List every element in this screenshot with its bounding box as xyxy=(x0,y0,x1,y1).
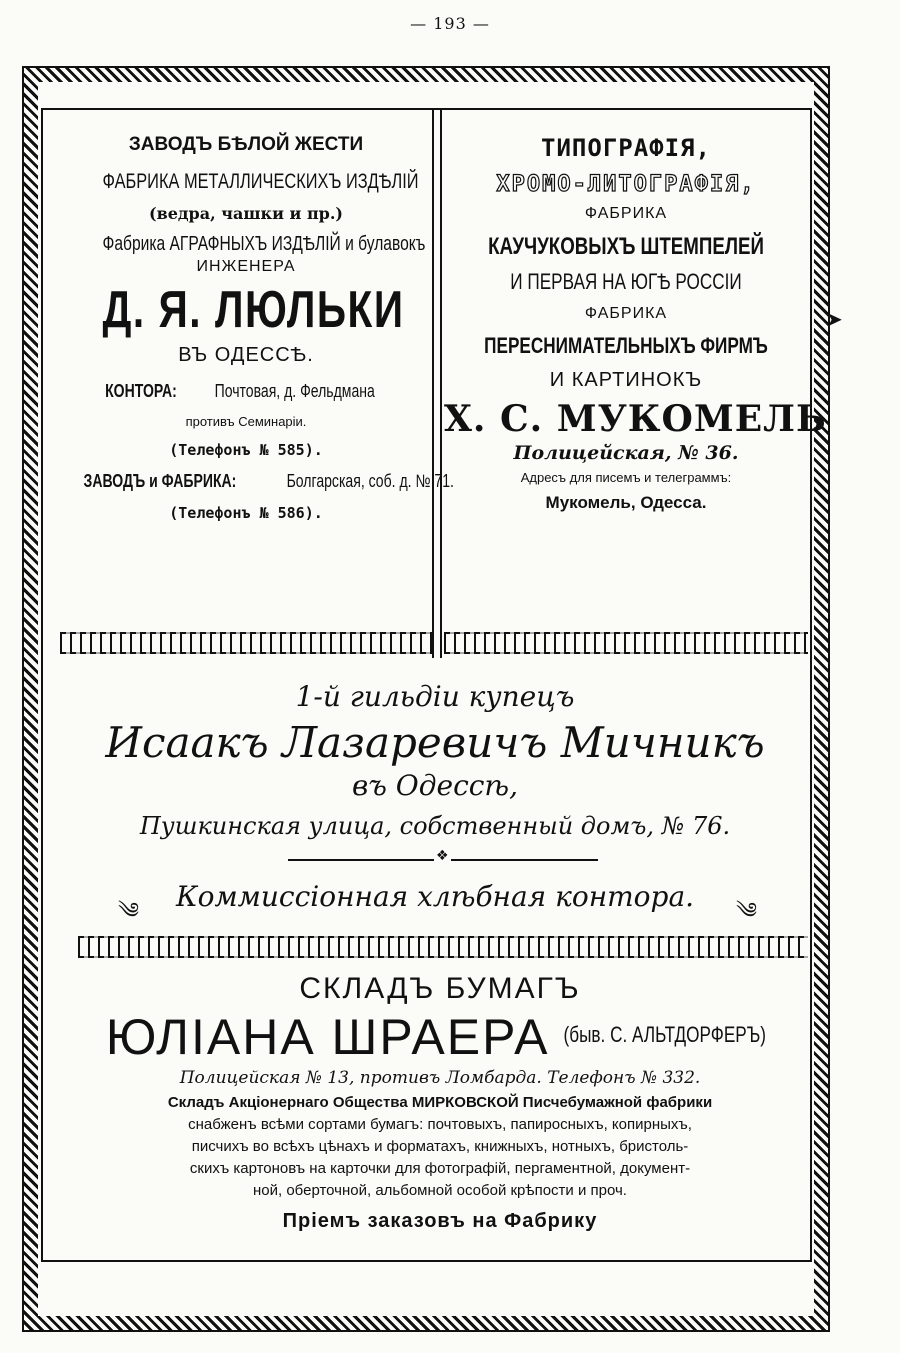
right-telegram: Мукомель, Одесса. xyxy=(545,493,707,512)
left-phone-1: (Телефонъ № 585). xyxy=(169,441,323,459)
left-office-label: КОНТОРА: xyxy=(104,381,177,401)
left-office-address: Почтовая, д. Фельдмана xyxy=(214,381,375,401)
bottom-title xyxy=(70,1008,810,1066)
side-ornament-icon: ➤ xyxy=(826,307,843,331)
bottom-text-5: ной, оберточной, альбомной особой крѣпости и проч. xyxy=(253,1182,627,1199)
middle-address: Пушкинская улица, собственный домъ, № 76. xyxy=(139,812,731,840)
middle-business: Коммиссіонная хлѣбная контора. xyxy=(175,880,695,913)
bottom-text-3: писчихъ во всѣхъ цѣнахъ и форматахъ, книжныхъ, нотныхъ, бристоль- xyxy=(191,1138,689,1155)
bottom-former-owner: (быв. С. АЛЬТДОРФЕРЪ) xyxy=(563,1022,766,1047)
right-line-7: ПЕРЕСНИМАТЕЛЬНЫХЪ ФИРМЪ xyxy=(484,333,768,358)
bottom-text-1: Складъ Акціонернаго Общества МИРКОВСКОЙ Писчебумажной фабрики xyxy=(167,1094,713,1111)
middle-city: въ Одессѣ, xyxy=(351,769,519,802)
column-divider xyxy=(432,110,442,658)
bottom-footer: Пріемъ заказовъ на Фабрику xyxy=(282,1210,598,1232)
left-city: ВЪ ОДЕССѢ. xyxy=(178,344,314,366)
page-number: — 193 — xyxy=(410,14,490,33)
middle-line-1: 1-й гильдіи купецъ xyxy=(295,680,575,713)
left-factory-address: Болгарская, соб. д. № 71. xyxy=(286,471,454,491)
flourish-right-icon: ༄ xyxy=(736,899,758,924)
right-line-3: ФАБРИКА xyxy=(584,205,668,222)
lace-divider-top-left xyxy=(60,632,432,654)
bottom-address: Полицейская № 13, противъ Ломбарда. Телефонъ № 332. xyxy=(179,1068,701,1088)
flourish-left-icon: ༄ xyxy=(118,899,140,924)
right-line-4: КАУЧУКОВЫХЪ ШТЕМПЕЛЕЙ xyxy=(488,233,764,260)
right-line-5: И ПЕРВАЯ НА ЮГѢ РОССІИ xyxy=(510,269,742,294)
right-address: Полицейская, № 36. xyxy=(513,442,739,464)
ornamental-rule xyxy=(288,856,598,864)
left-line-5: ИНЖЕНЕРА xyxy=(196,258,296,275)
right-note: Адресъ для писемъ и телеграммъ: xyxy=(520,470,732,485)
left-office xyxy=(62,381,430,402)
right-advertisement xyxy=(444,134,827,513)
bottom-advertisement xyxy=(70,972,810,1233)
right-company-name: Х. С. МУКОМЕЛЬ xyxy=(444,398,827,440)
left-line-1: ЗАВОДЪ БѢЛОЙ ЖЕСТИ xyxy=(128,134,364,155)
lace-divider-bottom xyxy=(78,936,808,958)
right-line-1: ТИПОГРАФІЯ, xyxy=(541,134,711,162)
bottom-text-4: скихъ картоновъ на карточки для фотографій, пергаментной, документ- xyxy=(189,1160,691,1177)
right-line-2: ХРОМО-ЛИТОГРАФІЯ, xyxy=(496,172,756,197)
lace-divider-top-right xyxy=(444,632,808,654)
left-line-3: (ведра, чашки и пр.) xyxy=(149,204,343,223)
bottom-text-2: снабженъ всѣми сортами бумагъ: почтовыхъ, папиросныхъ, копирныхъ, xyxy=(188,1116,692,1133)
bottom-line-1: СКЛАДЪ БУМАГЪ xyxy=(299,972,581,1005)
left-office-note: противъ Семинаріи. xyxy=(185,414,307,429)
left-phone-2: (Телефонъ № 586). xyxy=(169,504,323,522)
left-line-2: ФАБРИКА МЕТАЛЛИЧЕСКИХЪ ИЗДѢЛІЙ xyxy=(102,170,419,193)
left-factory xyxy=(62,471,454,492)
middle-advertisement xyxy=(62,680,808,840)
left-factory-label: ЗАВОДЪ и ФАБРИКА: xyxy=(83,471,237,491)
right-line-8: И КАРТИНОКЪ xyxy=(549,369,703,391)
left-advertisement xyxy=(62,134,454,522)
left-company-name: Д. Я. ЛЮЛЬКИ xyxy=(102,281,405,339)
right-line-6: ФАБРИКА xyxy=(584,305,668,322)
middle-merchant-name: Исаакъ Лазаревичъ Мичникъ xyxy=(105,718,765,767)
left-line-4: Фабрика АГРАФНЫХЪ ИЗДѢЛІЙ и булавокъ xyxy=(102,233,426,255)
middle-business-line xyxy=(62,880,808,913)
bottom-company-name: ЮЛІАНА ШРАЕРА xyxy=(105,1009,550,1065)
